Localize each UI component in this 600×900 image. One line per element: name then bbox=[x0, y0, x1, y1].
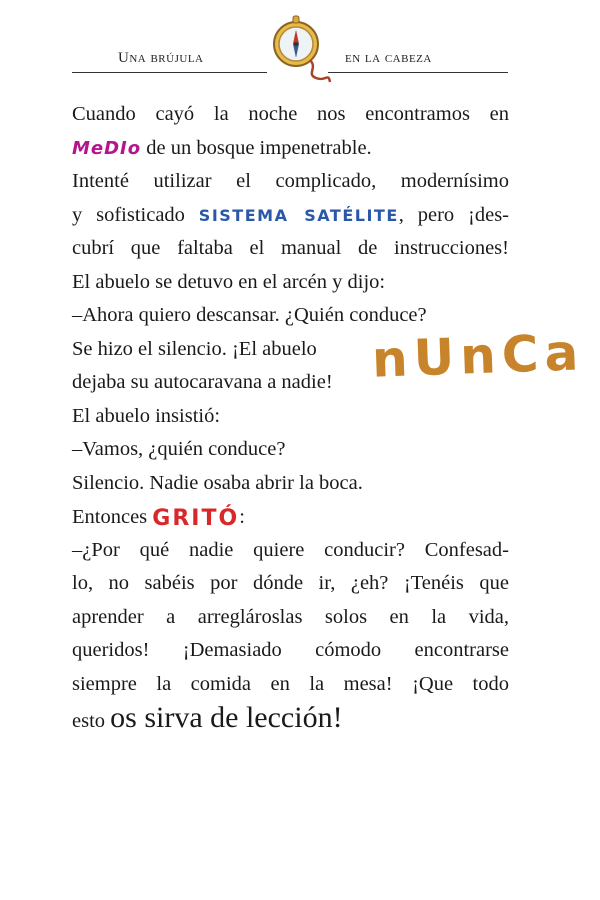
text-line: MeDIo de un bosque impenetrable. bbox=[72, 136, 372, 159]
page-header bbox=[0, 0, 600, 90]
running-title-left: Una brújula bbox=[118, 50, 204, 66]
styled-word-grito: GRITÓ bbox=[152, 506, 240, 531]
large-text: os sirva de lección! bbox=[110, 701, 343, 734]
text-line: y sofisticado SISTEMA SATÉLITE, pero ¡des- bbox=[72, 203, 509, 226]
running-title-right: en la cabeza bbox=[345, 50, 432, 66]
text-line: Cuando cayó la noche nos encontramos en bbox=[72, 103, 509, 125]
story-text bbox=[72, 98, 509, 735]
text-line: aprender a arreglároslas solos en la vida, bbox=[72, 605, 509, 628]
text-line: cubrí que faltaba el manual de instrucciones! bbox=[72, 237, 509, 259]
text-line: –Vamos, ¿quién conduce? bbox=[72, 438, 286, 460]
styled-word-sistema-satelite: SISTEMA SATÉLITE bbox=[198, 205, 399, 225]
text-line: dejaba su autocaravana a nadie! bbox=[72, 371, 333, 393]
styled-word-medio: MeDIo bbox=[72, 137, 142, 159]
text-line: –Ahora quiero descansar. ¿Quién conduce? bbox=[72, 304, 427, 326]
text-line: siempre la comida en la mesa! ¡Que todo bbox=[72, 672, 509, 695]
text-line: Silencio. Nadie osaba abrir la boca. bbox=[72, 471, 363, 494]
text-line: queridos! ¡Demasiado cómodo encontrarse bbox=[72, 639, 509, 661]
styled-word-nunca: nUnCa bbox=[371, 323, 586, 389]
header-rule-left bbox=[72, 72, 267, 73]
text-line: Intenté utilizar el complicado, modernísimo bbox=[72, 170, 509, 192]
text-line: El abuelo se detuvo en el arcén y dijo: bbox=[72, 270, 386, 293]
text-line: Entonces GRITÓ: bbox=[72, 506, 245, 531]
text-line: El abuelo insistió: bbox=[72, 404, 221, 427]
compass-icon bbox=[266, 10, 336, 90]
text-line: esto os sirva de lección! bbox=[72, 701, 343, 734]
header-rule-right bbox=[328, 72, 508, 73]
text-line: –¿Por qué nadie quiere conducir? Confesad- bbox=[72, 538, 509, 561]
text-line: Se hizo el silencio. ¡El abuelo bbox=[72, 337, 317, 360]
text-line: lo, no sabéis por dónde ir, ¿eh? ¡Tenéis que bbox=[72, 572, 509, 594]
